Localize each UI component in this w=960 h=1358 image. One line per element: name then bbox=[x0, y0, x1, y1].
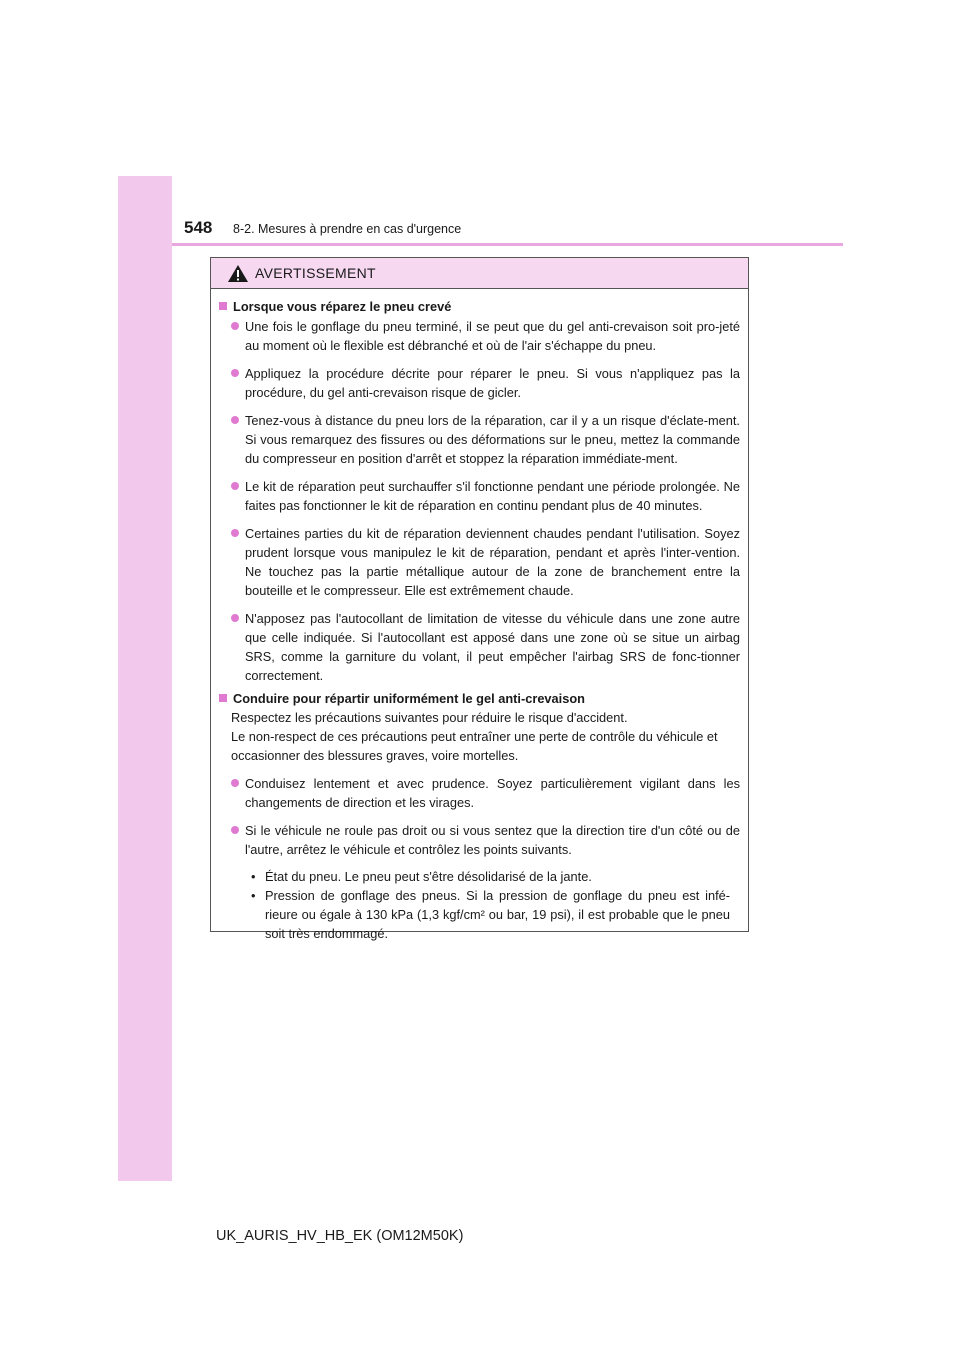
document-code: UK_AURIS_HV_HB_EK (OM12M50K) bbox=[216, 1228, 464, 1244]
list-item bbox=[231, 316, 740, 355]
sub-bullet-mark: • bbox=[251, 869, 256, 884]
warning-body bbox=[211, 289, 748, 943]
list-item bbox=[231, 608, 740, 685]
sub-list-item bbox=[251, 867, 740, 886]
list-item-text: Appliquez la procédure décrite pour réparer le pneu. Si vous n'appliquez pas la procédure, du gel anti-crevaison risque de gicler. bbox=[245, 366, 740, 400]
list-item-text: Conduisez lentement et avec prudence. Soyez particulièrement vigilant dans les changements de direction et les virages. bbox=[245, 776, 740, 810]
list-item-text: N'apposez pas l'autocollant de limitation de vitesse du véhicule dans une zone autre que celle indiquée. Si l'autocollant est apposé dans une zone où se situe un airbag SRS, comme la garniture du volant, il peut empêcher l'airbag SRS de fonc-tionner correctement. bbox=[245, 611, 740, 683]
section-heading bbox=[219, 689, 740, 708]
square-bullet-icon bbox=[219, 302, 227, 310]
section-heading bbox=[219, 297, 740, 316]
sub-list-item-text: État du pneu. Le pneu peut s'être désolidarisé de la jante. bbox=[265, 869, 592, 884]
square-bullet-icon bbox=[219, 694, 227, 702]
intro-text: Respectez les précautions suivantes pour réduire le risque d'accident. bbox=[231, 710, 628, 725]
list-item-text: Si le véhicule ne roule pas droit ou si vous sentez que la direction tire d'un côté ou de l'autre, arrêtez le véhicule et contrôlez les points suivants. bbox=[245, 823, 740, 857]
circle-bullet-icon bbox=[231, 529, 239, 537]
header-divider bbox=[172, 243, 843, 246]
list-item bbox=[231, 363, 740, 402]
warning-box bbox=[210, 257, 749, 941]
list-item bbox=[231, 773, 740, 812]
list-item bbox=[231, 820, 740, 859]
side-color-band bbox=[118, 176, 172, 1181]
warning-header bbox=[211, 258, 748, 289]
list-item-text: Tenez-vous à distance du pneu lors de la réparation, car il y a un risque d'éclate-ment. Si vous remarquez des fissures ou des déformations sur le pneu, mettez la commande du compresseur en position d'arrêt et stoppez la réparation immédiate-ment. bbox=[245, 413, 740, 466]
sub-bullet-mark: • bbox=[251, 888, 256, 903]
warning-triangle-icon bbox=[227, 264, 249, 283]
section-title: 8-2. Mesures à prendre en cas d'urgence bbox=[233, 222, 462, 236]
list-item bbox=[231, 410, 740, 468]
sub-list-item-text: Pression de gonflage des pneus. Si la pression de gonflage du pneu est infé-rieure ou égale à 130 kPa (1,3 kgf/cm² ou bar, 19 psi), il est probable que le pneu soit très endommagé. bbox=[265, 888, 730, 941]
circle-bullet-icon bbox=[231, 826, 239, 834]
list-item bbox=[231, 523, 740, 600]
heading-text: Lorsque vous réparez le pneu crevé bbox=[233, 299, 452, 314]
warning-title: AVERTISSEMENT bbox=[255, 265, 376, 281]
list-item-text: Le kit de réparation peut surchauffer s'il fonctionne pendant une période prolongée. Ne faites pas fonctionner le kit de réparation en continu pendant plus de 40 minutes. bbox=[245, 479, 740, 513]
page-number: 548 bbox=[184, 218, 213, 237]
sub-list-item bbox=[251, 886, 740, 943]
circle-bullet-icon bbox=[231, 614, 239, 622]
list-item-text: Une fois le gonflage du pneu terminé, il se peut que du gel anti-crevaison soit pro-jeté au moment où le flexible est débranché et où de l'air s'échappe du pneu. bbox=[245, 319, 740, 353]
heading-text: Conduire pour répartir uniformément le gel anti-crevaison bbox=[233, 691, 585, 706]
circle-bullet-icon bbox=[231, 322, 239, 330]
intro-text: Le non-respect de ces précautions peut entraîner une perte de contrôle du véhicule et occasionner des blessures graves, voire mortelles. bbox=[231, 729, 718, 763]
list-item-text: Certaines parties du kit de réparation deviennent chaudes pendant l'utilisation. Soyez prudent lorsque vous manipulez le kit de réparation, pendant et après l'inter-vention. Ne touchez pas la partie métallique autour de la zone de branchement entre la bouteille et le compresseur. Elle est extrêmement chaude. bbox=[245, 526, 740, 598]
circle-bullet-icon bbox=[231, 369, 239, 377]
circle-bullet-icon bbox=[231, 416, 239, 424]
list-item bbox=[231, 476, 740, 515]
circle-bullet-icon bbox=[231, 779, 239, 787]
circle-bullet-icon bbox=[231, 482, 239, 490]
